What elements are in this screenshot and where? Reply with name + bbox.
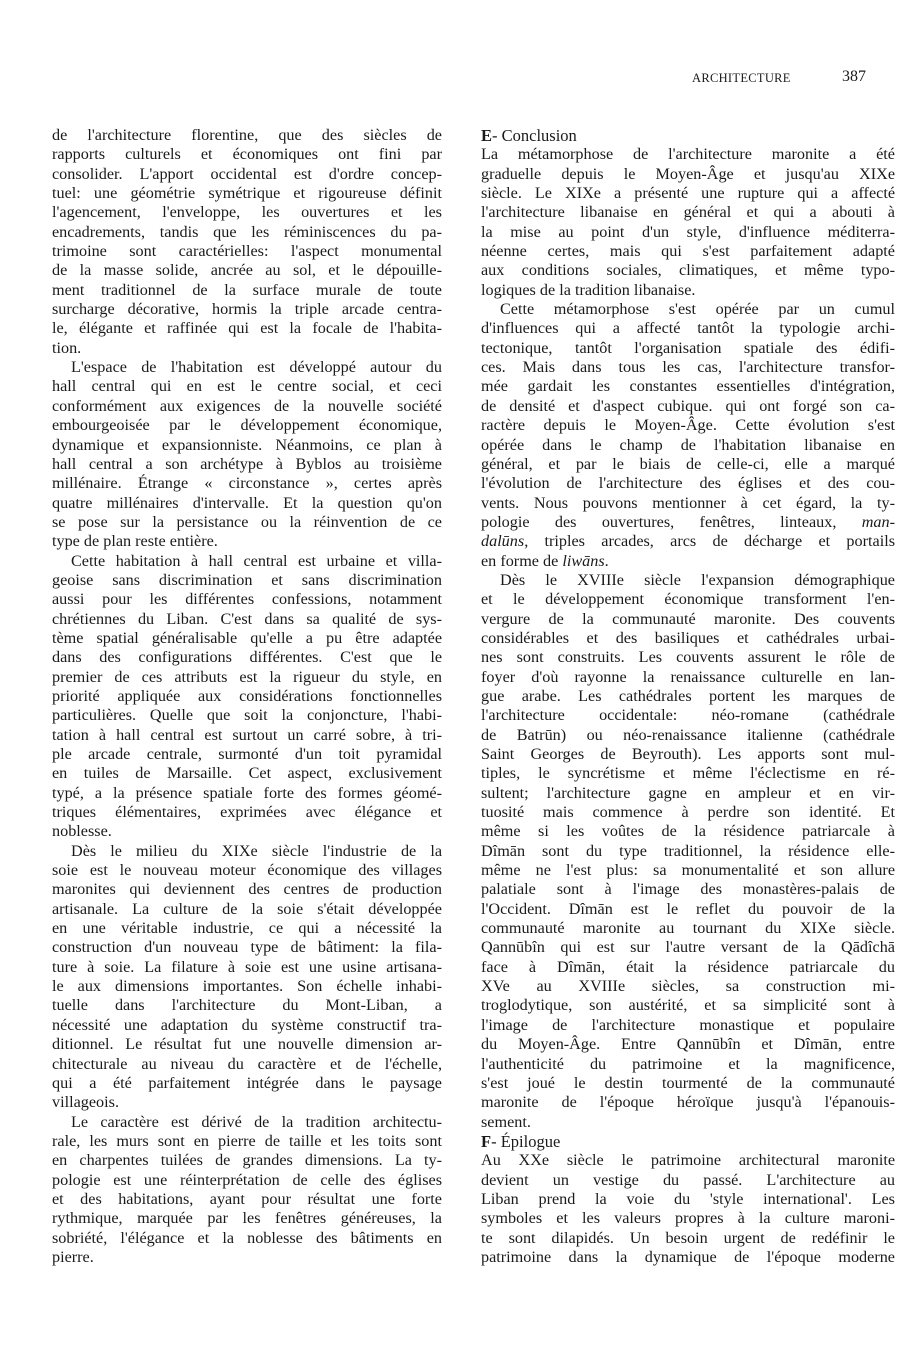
text-line: en forme de liwāns. — [481, 551, 609, 570]
text-line: l'authenticité du patrimoine et la magnificence, — [481, 1054, 895, 1073]
section-heading-conclusion — [481, 126, 895, 145]
text-line: le, élégante et raffinée qui est la focale de l'habita- — [52, 319, 442, 338]
text-line: l'agencement, l'enveloppe, les ouvertures et les — [52, 203, 442, 222]
text-line: quatre millénaires d'intervalle. Et la question qu'on — [52, 493, 442, 512]
text-line: rythmique, marquée par les fenêtres généreuses, la — [52, 1209, 442, 1228]
text-line: foyer d'où rayonne la renaissance culturelle en lan- — [481, 667, 895, 686]
paragraph — [52, 842, 442, 1113]
italic-term: dalūns — [481, 532, 525, 551]
text-line: soie est le nouveau moteur économique des villages — [52, 861, 442, 880]
text-line: Saint Georges de Beyrouth). Les apports sont mul- — [481, 745, 895, 763]
text-line: Liban prend la voie du 'style international'. Les — [481, 1189, 895, 1208]
text-line: ces. Mais dans tous les cas, l'architecture transfor- — [481, 358, 895, 377]
text-line: en charpentes tuilées de grandes dimensions. La ty- — [52, 1151, 442, 1170]
text-line: patrimoine dans la dynamique de l'époque moderne — [481, 1247, 895, 1266]
text-line: du Moyen-Âge. Entre Qannūbîn et Dîmān, entre — [481, 1035, 895, 1054]
text-line: te sont dilapidés. Un besoin urgent de redéfinir le — [481, 1228, 895, 1247]
page-number: 387 — [842, 68, 866, 85]
text-line: symboles et les valeurs propres à la culture maroni- — [481, 1209, 895, 1228]
text-line: surcharge décorative, hormis la triple arcade centra- — [52, 300, 442, 319]
text-line: l'Occident. Dîmān est le reflet du pouvoir de la — [481, 899, 895, 918]
text-line: et le développement économique transforment l'en- — [481, 590, 895, 609]
text-line: rapports culturels et économiques ont fini par — [52, 145, 442, 164]
text-line: troglodytique, son austérité, et sa simplicité sont à — [481, 996, 895, 1015]
text-line: face à Dîmān, était la résidence patriarcale du — [481, 957, 895, 976]
text-line: conformément aux exigences de la nouvelle société — [52, 396, 442, 415]
paragraph — [481, 145, 895, 300]
text-line: premier de ces attributs est la rigueur du style, en — [52, 667, 442, 686]
text-line: graduelle depuis le Moyen-Âge et jusqu'au XIXe — [481, 164, 895, 183]
text-line: vergure de la communauté maronite. Des couvents — [481, 609, 895, 628]
text-line: même si les voûtes de la résidence patriarcale à — [481, 822, 895, 841]
text-line: la mise au point d'un style, d'influence méditerra- — [481, 222, 895, 241]
text-line: de Batrūn) ou néo-renaissance italienne (cathédrale — [481, 725, 895, 744]
text-line: pologie des ouvertures, fenêtres, linteaux, man- — [481, 512, 895, 531]
text-line: pierre. — [52, 1247, 94, 1266]
text-line: vents. Nous pouvons mentionner à cet égard, la ty- — [481, 493, 895, 512]
text-line: sobriété, l'élégance et la noblesse des bâtiments en — [52, 1228, 442, 1247]
text-line: communauté maronite au tournant du XIXe siècle. — [481, 919, 895, 938]
text-line: Cette habitation à hall central est urbaine et villa- — [71, 551, 442, 570]
text-line: XVe au XVIIIe siècles, sa construction mi- — [481, 977, 895, 996]
text-line: dalūns, triples arcades, arcs de décharge et portails — [481, 532, 895, 551]
running-head-title: ARCHITECTURE — [692, 71, 791, 85]
text-line: villageois. — [52, 1093, 119, 1112]
text-line: devient un vestige du passé. L'architecture au — [481, 1170, 895, 1189]
text-line: opérée dans le champ de l'habitation libanaise en — [481, 435, 895, 454]
text-line: triques élémentaires, exprimées avec élégance et — [52, 803, 442, 822]
conclusion-body — [481, 145, 895, 1132]
left-column — [52, 126, 442, 1267]
text-line: construction d'un nouveau type de bâtiment: la fila- — [52, 938, 442, 957]
text-line: l'architecture occidentale: néo-romane (cathédrale — [481, 706, 895, 725]
section-letter: F — [481, 1131, 492, 1151]
text-line: Le caractère est dérivé de la tradition architectu- — [71, 1112, 442, 1131]
text-line: Au XXe siècle le patrimoine architectural maronite — [481, 1151, 895, 1170]
text-line: néenne certes, mais qui s'est parfaitement adapté — [481, 242, 895, 261]
text-line: nes sont construits. Les couvents assurent le rôle de — [481, 648, 895, 667]
text-line: et des habitations, ayant pour résultat une forte — [52, 1189, 442, 1208]
text-line: s'est joué le destin tourmenté de la communauté — [481, 1073, 895, 1092]
text-line: ple arcade centrale, surmonté d'un toit pyramidal — [52, 745, 442, 763]
text-line: aussi pour les différentes confessions, notamment — [52, 590, 442, 609]
epilogue-body — [481, 1151, 895, 1267]
text-line: ractère depuis le Moyen-Âge. Cette évolution s'est — [481, 416, 895, 435]
text-line: de la masse solide, ancrée au sol, et le dépouille- — [52, 261, 442, 280]
text-line: tation à hall central est surtout un carré sobre, à tri- — [52, 725, 442, 744]
text-line: dans des configurations différentes. C'est que le — [52, 648, 442, 667]
text-line: mée gardait les constantes essentielles d'intégration, — [481, 377, 895, 396]
text-line: embourgeoisée par le développement économique, — [52, 416, 442, 435]
text-line: tuel: une géométrie symétrique et rigoureuse définit — [52, 184, 442, 203]
text-line: même ne l'est plus: sa monumentalité et son allure — [481, 861, 895, 880]
text-line: le aux dimensions importantes. Son échelle inhabi- — [52, 977, 442, 996]
text-line: en une véritable industrie, ce qui a nécessité la — [52, 919, 442, 938]
section-heading-epilogue — [481, 1132, 895, 1151]
text-line: de l'architecture florentine, que des siècles de — [52, 126, 442, 144]
paragraph — [481, 1151, 895, 1267]
text-line: ditionnel. Le résultat fut une nouvelle dimension ar- — [52, 1035, 442, 1054]
running-head — [0, 68, 921, 92]
text-line: ment traditionnel de la surface murale de toute — [52, 280, 442, 299]
text-line: rale, les murs sont en pierre de taille et les toits sont — [52, 1131, 442, 1150]
text-line: chitecturale au niveau du caractère et de l'échelle, — [52, 1054, 442, 1073]
text-line: priorité appliquée aux considérations fonctionnelles — [52, 686, 442, 705]
text-line: trimoine sont caractérielles: l'aspect monumental — [52, 242, 442, 261]
section-title: - Conclusion — [492, 126, 577, 145]
text-line: type de plan reste entière. — [52, 532, 218, 551]
text-line: palatiale sont à l'image des monastères-palais de — [481, 880, 895, 899]
text-line: tiples, le syncrétisme et même l'éclectisme en ré- — [481, 764, 895, 783]
text-line: l'architecture libanaise en général et qui a abouti à — [481, 203, 895, 222]
paragraph — [481, 571, 895, 1132]
text-line: typé, a la présence spatiale forte des formes géomé- — [52, 783, 442, 802]
italic-term: liwāns — [562, 551, 605, 570]
text-line: gue arabe. Les cathédrales portent les marques de — [481, 686, 895, 705]
text-line: tuosité mais commence à perdre son identité. Et — [481, 803, 895, 822]
text-line: encadrements, tandis que les réminiscences du pa- — [52, 222, 442, 241]
text-line: ture à soie. La filature à soie est une usine artisana- — [52, 957, 442, 976]
text-line: artisanale. La culture de la soie s'était développée — [52, 899, 442, 918]
text-line: hall central qui en est le centre social, et ceci — [52, 377, 442, 396]
text-line: Dès le milieu du XIXe siècle l'industrie de la — [71, 841, 442, 860]
text-line: nécessité une adaptation du système constructif tra- — [52, 1015, 442, 1034]
text-line: particulières. Quelle que soit la conjoncture, l'habi- — [52, 706, 442, 725]
text-line: siècle. Le XIXe a présenté une rupture qui a affecté — [481, 184, 895, 203]
paragraph — [481, 300, 895, 571]
text-line: tuelle dans l'architecture du Mont-Liban, a — [52, 996, 442, 1015]
text-line: d'influences qui a affecté tantôt la typologie archi- — [481, 319, 895, 338]
text-line: L'espace de l'habitation est développé autour du — [71, 358, 442, 377]
paragraph — [52, 358, 442, 551]
text-line: dynamique et expansionniste. Néanmoins, ce plan à — [52, 435, 442, 454]
text-line: se pose sur la persistance ou la réinvention de ce — [52, 512, 442, 531]
text-line: La métamorphose de l'architecture maronite a été — [481, 145, 895, 164]
text-line: consolider. L'apport occidental est d'ordre concep- — [52, 164, 442, 183]
text-line: Cette métamorphose s'est opérée par un cumul — [500, 300, 895, 319]
text-line: logiques de la tradition libanaise. — [481, 280, 696, 299]
text-line: en tuiles de Marsaille. Cet aspect, exclusivement — [52, 764, 442, 783]
text-line: Dîmān sont du type traditionnel, la résidence elle- — [481, 841, 895, 860]
paragraph — [52, 1113, 442, 1268]
text-line: geoise sans discrimination et sans discrimination — [52, 570, 442, 589]
text-line: tion. — [52, 338, 82, 357]
text-line: maronites qui deviennent des centres de production — [52, 880, 442, 899]
text-line: tème spatial généralisable qu'elle a pu être adaptée — [52, 628, 442, 647]
text-line: hall central a son archétype à Byblos au troisième — [52, 454, 442, 473]
text-line: général, et par le biais de celle-ci, elle a marqué — [481, 454, 895, 473]
text-line: considérables et des basiliques et cathédrales urbai- — [481, 628, 895, 647]
text-line: aux conditions sociales, climatiques, et même typo- — [481, 261, 895, 280]
text-line: sultent; l'architecture gagne en ampleur et en vir- — [481, 783, 895, 802]
text-line: qui a été parfaitement intégrée dans le paysage — [52, 1073, 442, 1092]
text-line: millénaire. Étrange « circonstance », certes après — [52, 474, 442, 493]
right-column — [481, 126, 895, 1267]
text-line: sement. — [481, 1112, 531, 1131]
section-title: - Épilogue — [491, 1131, 561, 1151]
text-line: noblesse. — [52, 822, 112, 841]
text-line: chrétiennes du Liban. C'est dans sa qualité de sys- — [52, 609, 442, 628]
text-line: de densité et d'aspect cubique. qui ont forgé son ca- — [481, 396, 895, 415]
text-line: Qannūbîn qui est sur l'autre versant de la Qādîchā — [481, 938, 895, 957]
text-line: l'évolution de l'architecture des églises et des cou- — [481, 474, 895, 493]
text-line: maronite de l'époque héroïque jusqu'à l'épanouis- — [481, 1093, 895, 1112]
italic-term: man- — [861, 512, 895, 531]
paragraph — [52, 126, 442, 358]
text-line: pologie est une réinterprétation de celle des églises — [52, 1170, 442, 1189]
text-line: tectonique, tantôt l'organisation spatiale des édifi- — [481, 338, 895, 357]
text-line: Dès le XVIIIe siècle l'expansion démographique — [500, 570, 895, 589]
paragraph — [52, 552, 442, 842]
section-letter: E — [481, 126, 493, 145]
text-line: l'image de l'architecture monastique et populaire — [481, 1015, 895, 1034]
